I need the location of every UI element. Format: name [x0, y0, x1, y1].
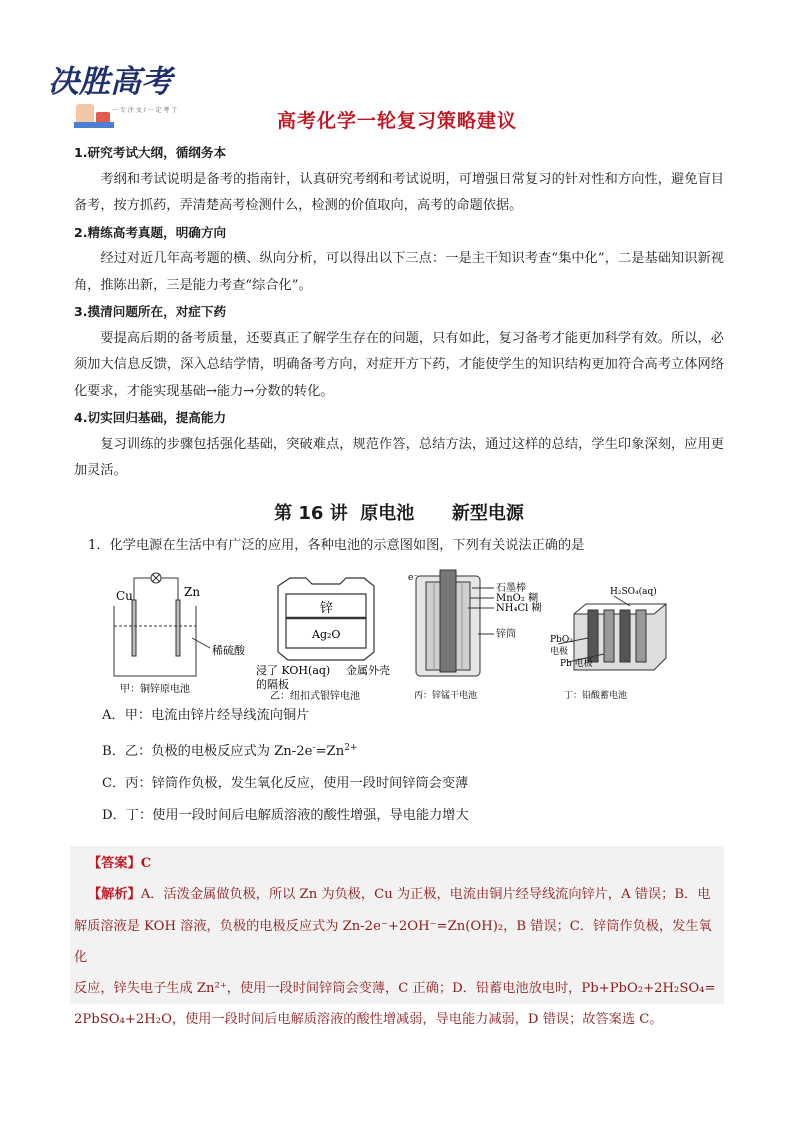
fig-d-label-2: 电极: [550, 646, 569, 657]
fig-b-zn-label: 锌: [320, 600, 334, 616]
page-title: 高考化学一轮复习策略建议: [276, 110, 517, 132]
figure-c: [416, 570, 494, 676]
fig-a-acid-label: 稀硫酸: [212, 643, 245, 657]
fig-c-label-4: 锌筒: [496, 628, 516, 640]
section-heading-4: 4.切实回归基础，提高能力: [74, 410, 227, 425]
analysis-line-4: 2PbSO₄+2H₂O，使用一段时间后电解质溶液的酸性增减弱，导电能力减弱，D 错误；故答案选 C。: [74, 1012, 663, 1028]
fig-d-label-1: PbO₂: [550, 634, 573, 645]
fig-d-acid-label: H₂SO₄(aq): [610, 586, 657, 597]
answer-label: 【答案】C: [88, 856, 152, 871]
analysis-line-1: A．活泼金属做负极，所以 Zn 为负极，Cu 为正极，电流由铜片经导线流向锌片，A 错误；B．电: [140, 887, 711, 903]
battery-figures: [74, 566, 724, 702]
fig-a-zn-label: Zn: [184, 584, 201, 599]
fig-b-separator-1: 浸了 KOH(aq): [256, 663, 331, 677]
fig-c-e-label: e⁻: [408, 572, 419, 583]
section-heading-1: 1.研究考试大纲，循纲务本: [74, 145, 227, 160]
question-stem: 1．化学电源在生活中有广泛的应用，各种电池的示意图如图，下列有关说法正确的是: [88, 538, 585, 553]
analysis-line-3: 反应，锌失电子生成 Zn²⁺，使用一段时间锌筒会变薄，C 正确；D．铅蓄电池放电时，Pb+PbO₂+2H₂SO₄=: [74, 981, 716, 997]
section-body-4: 复习训练的步骤包括强化基础，突破难点，规范作答，总结方法，通过这样的总结，学生印象深刻，应用更加灵活。: [74, 436, 724, 478]
analysis-label: 【解析】: [88, 887, 141, 903]
analysis-line-2: 解质溶液是 KOH 溶液，负极的电极反应式为 Zn-2e⁻+2OH⁻=Zn(OH)₂，B 错误；C．锌筒作负极，发生氧化: [74, 918, 712, 965]
figures-svg: [74, 566, 724, 702]
logo-tagline: 一 专 注 文 / 一 定 考 了: [112, 107, 178, 114]
fig-a-caption: 甲：铜锌原电池: [120, 683, 190, 695]
section-body-2: 经过对近几年高考题的横、纵向分析，可以得出以下三点：一是主干知识考查“集中化”，二是基础知识新视角，推陈出新，三是能力考查“综合化”。: [74, 251, 724, 293]
fig-b-shell-label: 金属外壳: [346, 663, 390, 677]
option-d: D．丁：使用一段时间后电解质溶液的酸性增强，导电能力增大: [102, 807, 469, 823]
option-b-text-2: =Zn: [315, 743, 345, 759]
section-body-3: 要提高后期的备考质量，还要真正了解学生存在的问题，只有如此，复习备考才能更加科学有效。所以，必须加大信息反馈，深入总结学情，明确备考方向，对症开方下药，才能使学生的知识结构更加符合高考立体网络化要求，才能实现基础→能力→分数的转化。: [74, 330, 724, 399]
logo-text: 决胜高考: [48, 64, 172, 100]
option-b-sup-2: 2+: [344, 742, 358, 753]
fig-c-label-1: 石墨棒: [496, 582, 526, 594]
option-b-sup-1: -: [312, 742, 316, 753]
option-c: C．丙：锌筒作负极，发生氧化反应，使用一段时间锌筒会变薄: [102, 775, 469, 791]
section-heading-2: 2.精练高考真题，明确方向: [74, 224, 227, 240]
fig-a-cu-label: Cu: [116, 588, 133, 603]
fig-d-label-3: Pb 电极: [560, 658, 593, 669]
fig-b-caption: 乙：纽扣式银锌电池: [270, 690, 360, 702]
fig-b-separator-2: 的隔板: [256, 677, 289, 691]
fig-d-caption: 丁：铅酸蓄电池: [564, 690, 628, 701]
fig-c-label-2: MnO₂ 糊: [496, 592, 539, 604]
section-body-1: 考纲和考试说明是备考的指南针，认真研究考纲和考试说明，可增强日常复习的针对性和方向性，避免盲目备考，按方抓药，弄清楚高考检测什么，检测的价值取向，高考的命题依据。: [74, 171, 724, 213]
lecture-title: 第 16 讲 原电池 新型电源: [274, 502, 524, 524]
figure-b: [278, 578, 374, 660]
section-heading-3: 3.摸清问题所在，对症下药: [74, 304, 227, 319]
document-body: [74, 140, 724, 832]
option-b-text: B．乙：负极的电极反应式为 Zn-2e: [102, 743, 313, 759]
fig-c-label-3: NH₄Cl 糊: [496, 602, 542, 614]
fig-c-caption: 丙：锌锰干电池: [414, 690, 478, 701]
option-b: [74, 732, 724, 768]
fig-b-ag2o-label: Ag₂O: [312, 627, 341, 641]
option-a: A．甲：电流由锌片经导线流向铜片: [102, 707, 310, 723]
answer-section: [74, 848, 720, 1036]
